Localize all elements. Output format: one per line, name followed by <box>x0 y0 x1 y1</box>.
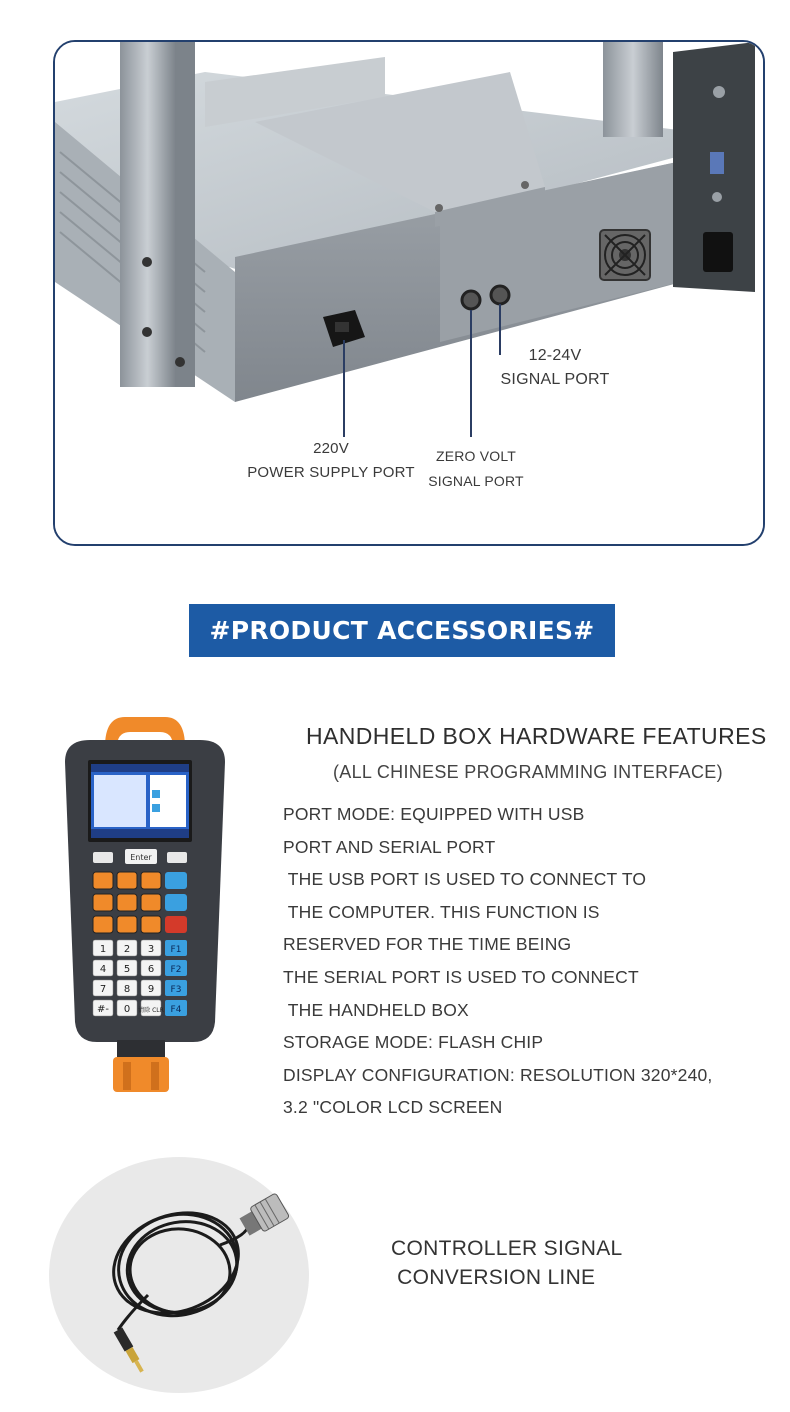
zero-volt-label-2: SIGNAL PORT <box>428 473 524 489</box>
key-f1: F1 <box>170 945 182 955</box>
feature-line: THE SERIAL PORT IS USED TO CONNECT <box>283 966 639 987</box>
key-clr: 清除 CLR <box>138 1007 164 1014</box>
key-1: 1 <box>99 944 107 955</box>
feature-line: PORT MODE: EQUIPPED WITH USB <box>283 804 585 824</box>
key-0: 0 <box>123 1004 131 1015</box>
product-accessories-banner: #PRODUCT ACCESSORIES# <box>189 604 615 657</box>
power-port-voltage: 220V <box>313 440 349 457</box>
cable-caption <box>391 1234 623 1292</box>
signal-port-label: SIGNAL PORT <box>500 371 610 388</box>
feature-line: THE USB PORT IS USED TO CONNECT TO <box>283 869 647 890</box>
key-5: 5 <box>123 964 131 975</box>
handheld-features-title: HANDHELD BOX HARDWARE FEATURES <box>306 723 767 749</box>
cable-caption-line-1: CONTROLLER SIGNAL <box>391 1237 623 1260</box>
key-8: 8 <box>123 984 131 995</box>
feature-line: DISPLAY CONFIGURATION: RESOLUTION 320*240, <box>283 1064 713 1085</box>
zero-volt-label-1: ZERO VOLT <box>435 448 517 464</box>
zero-volt-port-callout <box>420 444 532 494</box>
key-3: 3 <box>147 944 155 955</box>
power-port-callout <box>246 437 416 485</box>
key-4: 4 <box>99 964 107 975</box>
feature-line: STORAGE MODE: FLASH CHIP <box>283 1032 544 1053</box>
key-hash-minus: #- <box>97 1004 109 1015</box>
key-9: 9 <box>147 984 155 995</box>
power-port-label: POWER SUPPLY PORT <box>247 464 415 481</box>
key-6: 6 <box>147 964 155 975</box>
feature-line: THE COMPUTER. THIS FUNCTION IS <box>283 901 600 922</box>
key-7: 7 <box>99 984 107 995</box>
key-f2: F2 <box>170 965 182 975</box>
key-f4: F4 <box>170 1005 182 1015</box>
feature-line: PORT AND SERIAL PORT <box>283 836 496 857</box>
signal-cable-image <box>48 1155 310 1395</box>
feature-line: 3.2 "COLOR LCD SCREEN <box>283 1097 503 1118</box>
feature-line: THE HANDHELD BOX <box>283 999 469 1020</box>
handheld-features-subtitle: (ALL CHINESE PROGRAMMING INTERFACE) <box>333 762 723 782</box>
enter-key-label: Enter <box>130 853 152 862</box>
handheld-features-list <box>283 798 713 1124</box>
handheld-controller-image <box>55 712 235 1097</box>
signal-port-callout <box>490 344 620 392</box>
feature-line: RESERVED FOR THE TIME BEING <box>283 934 572 955</box>
key-2: 2 <box>123 944 131 955</box>
key-f3: F3 <box>170 985 182 995</box>
signal-port-voltage: 12-24V <box>528 347 582 364</box>
cable-caption-line-2: CONVERSION LINE <box>391 1266 596 1289</box>
